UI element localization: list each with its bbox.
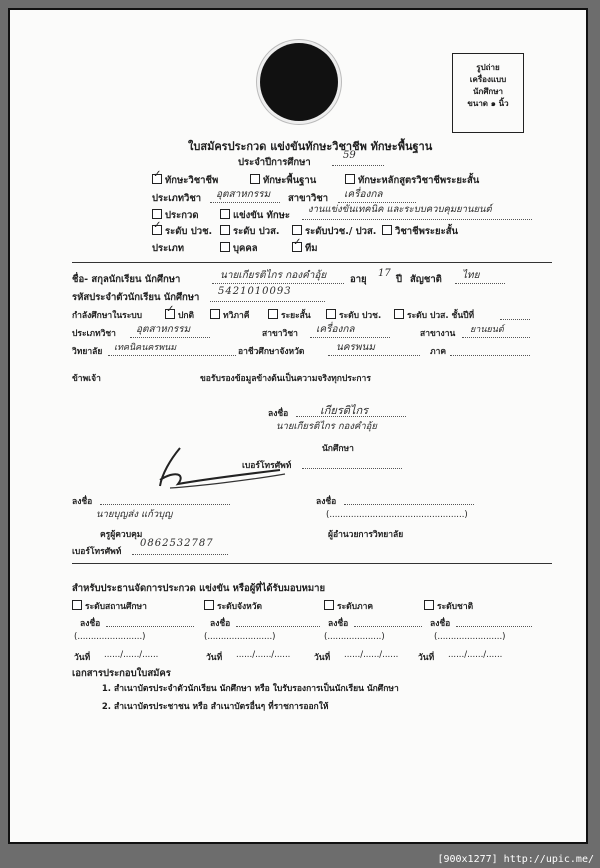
checkbox-compete[interactable] <box>220 209 230 219</box>
age-label: อายุ <box>350 274 367 285</box>
opt-contest-label: ประกวด <box>165 210 199 221</box>
checkbox-short[interactable] <box>268 309 278 319</box>
checkbox-level-school[interactable] <box>72 600 82 610</box>
compete-value: งานแข่งขันเทคนิค และระบบควบคุมยานยนต์ <box>308 204 492 215</box>
checkbox-level-pvs[interactable] <box>220 225 230 235</box>
student-phone-label: เบอร์โทรศัพท์ <box>242 461 292 471</box>
official-date-label: วันที่ <box>418 653 435 663</box>
age-value: 17 <box>378 268 391 279</box>
opt-short-course-label: ทักษะหลักสูตรวิชาชีพระยะสั้น <box>358 175 480 186</box>
year-label: ประจำปีการศึกษา <box>238 157 311 168</box>
type-value: อุตสาหกรรม <box>216 189 271 200</box>
watermark-url: [900x1277] http://upic.me/ <box>437 854 594 865</box>
checkbox-level-nation[interactable] <box>424 600 434 610</box>
study-dual-label: ทวิภาคี <box>223 311 250 321</box>
nationality-label: สัญชาติ <box>410 274 442 285</box>
work-field-label: สาขางาน <box>420 329 456 339</box>
category-label: ประเภท <box>152 243 185 254</box>
nationality-value: ไทย <box>462 270 480 281</box>
student-name-label: ชื่อ- สกุลนักเรียน นักศึกษา <box>72 274 181 285</box>
photo-box <box>452 53 524 133</box>
official-date-blank: ....../....../...... <box>448 650 503 660</box>
field-label: สาขาวิชา <box>288 193 329 204</box>
study-short <box>268 308 311 322</box>
level-pvs-label: ระดับ ปวส. <box>233 226 280 237</box>
form-title: ใบสมัครประกวด แข่งขันทักษะวิชาชีพ ทักษะพื้นฐาน <box>188 140 433 153</box>
checkbox-level-pvc-pvs[interactable] <box>292 225 302 235</box>
province-value: นครพนม <box>336 342 375 353</box>
student-type-value: อุตสาหกรรม <box>136 324 191 335</box>
advisor-signature-scribble <box>140 440 290 500</box>
officials-title: สำหรับประธานจัดการประกวด แข่งขัน หรือผู้ที่ได้รับมอบหมาย <box>72 583 326 594</box>
study-regular <box>165 308 194 322</box>
checkbox-regular[interactable] <box>165 309 175 319</box>
official-name-blank: (........................) <box>434 632 506 642</box>
official-date-blank: ....../....../...... <box>236 650 291 660</box>
official-level-province <box>204 599 262 613</box>
divider <box>72 262 552 263</box>
student-role: นักศึกษา <box>322 444 354 454</box>
region-label: ภาค <box>430 347 447 357</box>
checkbox-level-pvc[interactable] <box>152 225 162 235</box>
student-field-value: เครื่องกล <box>316 324 355 335</box>
photo-box-line: นักศึกษา <box>473 87 503 96</box>
category-team-label: ทีม <box>305 243 318 254</box>
study-pvs <box>394 308 474 322</box>
study-system-label: กำลังศึกษาในระบบ <box>72 311 143 321</box>
student-signature: เกียรติไกร <box>320 404 369 417</box>
checkbox-level-province[interactable] <box>204 600 214 610</box>
documents-list <box>100 680 399 716</box>
student-id-label: รหัสประจำตัวนักเรียน นักศึกษา <box>72 292 200 303</box>
institution-seal <box>260 43 338 121</box>
official-level-region <box>324 599 373 613</box>
checkbox-pvc[interactable] <box>326 309 336 319</box>
official-date-label: วันที่ <box>206 653 223 663</box>
documents-item: 1. สำเนาบัตรประจำตัวนักเรียน นักศึกษา หรือ ใบรับรองการเป็นนักเรียน นักศึกษา <box>114 680 399 698</box>
student-sign-label: ลงชื่อ <box>268 409 289 419</box>
checkbox-pvs[interactable] <box>394 309 404 319</box>
college-label: วิทยาลัย <box>72 347 103 357</box>
checkbox-level-short[interactable] <box>382 225 392 235</box>
photo-box-line: รูปถ่าย <box>476 63 500 72</box>
application-form <box>8 8 588 844</box>
level-short-label: วิชาชีพระยะสั้น <box>395 226 458 237</box>
level-short <box>382 224 458 239</box>
advisor-role: ครูผู้ควบคุม <box>100 530 143 540</box>
checkbox-short-course[interactable] <box>345 174 355 184</box>
category-team <box>292 241 318 256</box>
official-level-school-label: ระดับสถานศึกษา <box>85 602 147 612</box>
study-pvs-label: ระดับ ปวส. ชั้นปีที่ <box>407 311 475 321</box>
level-pvs <box>220 224 279 239</box>
official-sign-label: ลงชื่อ <box>80 619 101 629</box>
study-dual <box>210 308 249 322</box>
opt-basic <box>250 173 316 188</box>
director-name-blank: (..................................................) <box>326 510 468 520</box>
official-level-nation-label: ระดับชาติ <box>437 602 474 612</box>
opt-compete <box>220 208 290 223</box>
college-value: เทคนิคนครพนม <box>114 343 177 353</box>
official-name-blank: (........................) <box>74 632 146 642</box>
type-label: ประเภทวิชา <box>152 193 202 204</box>
photo-box-line: ขนาด ๑ นิ้ว <box>467 99 509 108</box>
checkbox-level-region[interactable] <box>324 600 334 610</box>
opt-vocational <box>152 173 218 188</box>
student-printed-name: นายเกียรติไกร กองคำอุ้ย <box>276 421 377 432</box>
level-pvc-label: ระดับ ปวช. <box>165 226 213 237</box>
official-level-school <box>72 599 147 613</box>
study-short-label: ระยะสั้น <box>281 311 311 321</box>
student-type-label: ประเภทวิชา <box>72 329 116 339</box>
level-pvc-pvs <box>292 224 376 239</box>
opt-short-course <box>345 173 479 188</box>
official-sign-label: ลงชื่อ <box>210 619 231 629</box>
director-role: ผู้อำนวยการวิทยาลัย <box>328 530 404 540</box>
student-field-label: สาขาวิชา <box>262 329 298 339</box>
documents-item: 2. สำเนาบัตรประชาชน หรือ สำเนาบัตรอื่นๆ ที่ราชการออกให้ <box>114 698 399 716</box>
checkbox-dual[interactable] <box>210 309 220 319</box>
checkbox-contest[interactable] <box>152 209 162 219</box>
checkbox-individual[interactable] <box>220 242 230 252</box>
category-individual-label: บุคคล <box>233 243 258 254</box>
official-name-blank: (........................) <box>204 632 276 642</box>
checkbox-vocational[interactable] <box>152 174 162 184</box>
student-id-value: 5421010093 <box>218 286 292 297</box>
official-date-label: วันที่ <box>74 653 91 663</box>
photo-box-line: เครื่องแบบ <box>469 75 507 84</box>
year-value: 59 <box>343 150 356 161</box>
age-unit: ปี <box>396 274 403 285</box>
student-name-value: นายเกียรติไกร กองคำอุ้ย <box>220 270 327 281</box>
advisor-phone-label: เบอร์โทรศัพท์ <box>72 547 122 557</box>
official-level-province-label: ระดับจังหวัด <box>217 602 263 612</box>
official-sign-label: ลงชื่อ <box>430 619 451 629</box>
official-level-region-label: ระดับภาค <box>337 602 374 612</box>
director-sign-label: ลงชื่อ <box>316 497 337 507</box>
divider <box>72 563 552 564</box>
work-field-value: ยานยนต์ <box>470 325 504 335</box>
advisor-printed-name: นายบุญส่ง แก้วบุญ <box>96 509 173 520</box>
study-pvc <box>326 308 381 322</box>
certify-intro: ข้าพเจ้า <box>72 374 101 384</box>
level-pvc-pvs-label: ระดับปวช./ ปวส. <box>305 226 377 237</box>
province-label: อาชีวศึกษาจังหวัด <box>238 347 305 357</box>
advisor-phone-value: 0862532787 <box>140 538 214 549</box>
level-pvc <box>152 224 212 239</box>
official-sign-label: ลงชื่อ <box>328 619 349 629</box>
certify-text: ขอรับรองข้อมูลข้างต้นเป็นความจริงทุกประการ <box>200 374 371 384</box>
study-regular-label: ปกติ <box>178 311 195 321</box>
official-date-blank: ....../....../...... <box>344 650 399 660</box>
checkbox-basic[interactable] <box>250 174 260 184</box>
official-date-blank: ....../....../...... <box>104 650 159 660</box>
advisor-sign-label: ลงชื่อ <box>72 497 93 507</box>
category-individual <box>220 241 258 256</box>
field-value: เครื่องกล <box>344 189 383 200</box>
official-date-label: วันที่ <box>314 653 331 663</box>
study-pvc-label: ระดับ ปวช. <box>339 311 382 321</box>
opt-compete-label: แข่งขัน ทักษะ <box>233 210 290 221</box>
checkbox-team[interactable] <box>292 242 302 252</box>
official-name-blank: (....................) <box>324 632 385 642</box>
opt-vocational-label: ทักษะวิชาชีพ <box>165 175 219 186</box>
official-level-nation <box>424 599 473 613</box>
opt-basic-label: ทักษะพื้นฐาน <box>263 175 317 186</box>
documents-title: เอกสารประกอบใบสมัคร <box>72 668 171 679</box>
